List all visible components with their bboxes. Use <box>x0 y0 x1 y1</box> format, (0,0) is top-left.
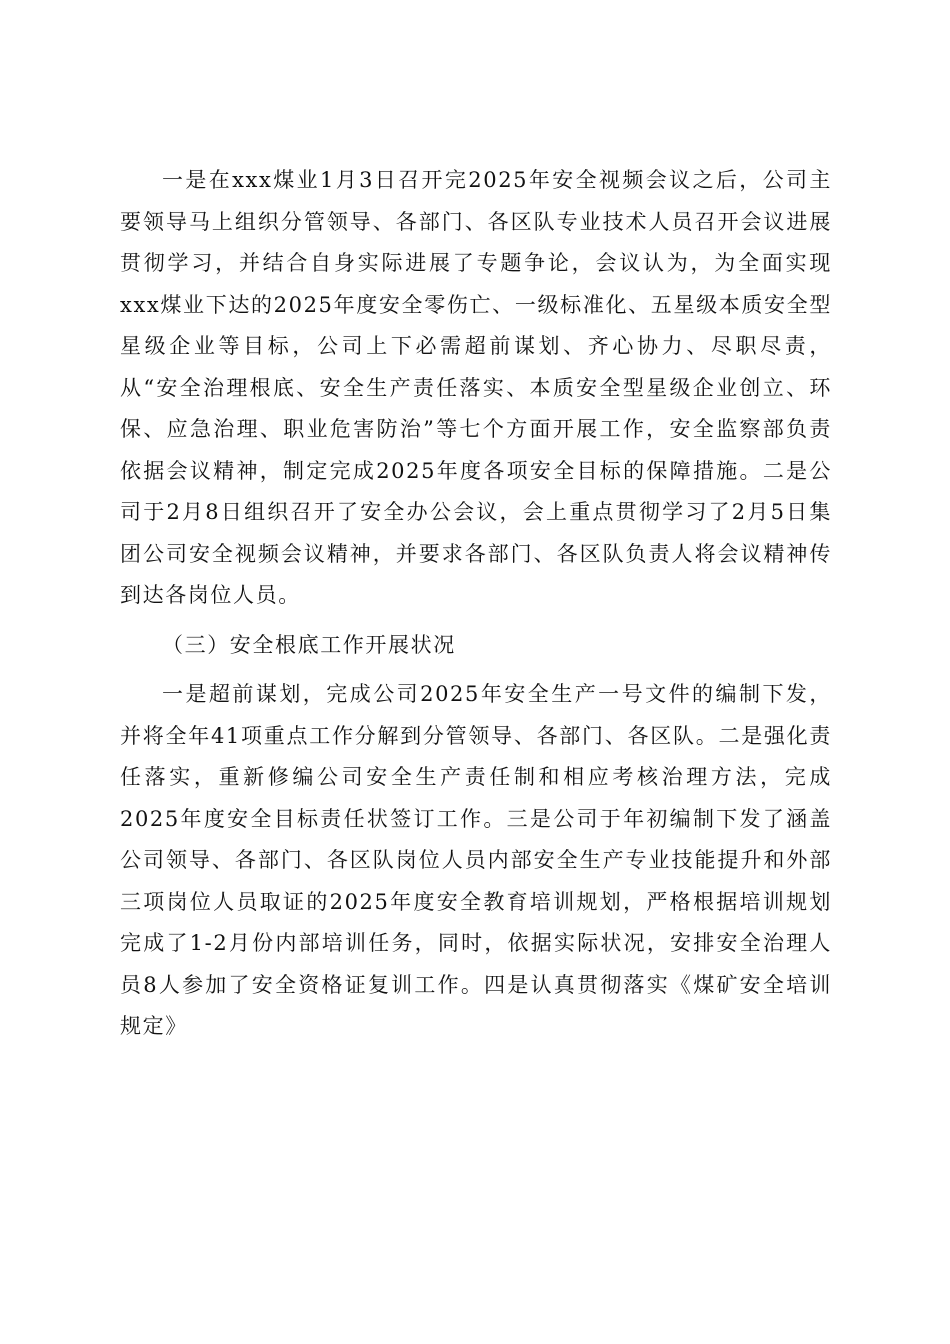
section-heading-safety-foundation: （三）安全根底工作开展状况 <box>162 632 456 657</box>
paragraph-safety-foundation-work: 一是超前谋划，完成公司2025年安全生产一号文件的编制下发，并将全年41项重点工作分解到分管领导、各部门、各区队。二是强化责任落实，重新修编公司安全生产责任制和相应考核治理方法，完成2025年度安全目标责任状签订工作。三是公司于年初编制下发了涵盖公司领导、各部门、各区队岗位人员内部安全生产专业技能提升和外部三项岗位人员取证的2025年度安全教育培训规划，严格根据培训规划完成了1-2月份内部培训任务，同时，依据实际状况，安排安全治理人员8人参加了安全资格证复训工作。四是认真贯彻落实《煤矿安全培训规定》 <box>120 682 832 1038</box>
document-body <box>120 160 832 1056</box>
paragraph-meeting-study: 一是在xxx煤业1月3日召开完2025年安全视频会议之后，公司主要领导马上组织分管领导、各部门、各区队专业技术人员召开会议进展贯彻学习，并结合自身实际进展了专题争论，会议认为，为全面实现xxx煤业下达的2025年度安全零伤亡、一级标准化、五星级本质安全型星级企业等目标，公司上下必需超前谋划、齐心协力、尽职尽责，从“安全治理根底、安全生产责任落实、本质安全型星级企业创立、环保、应急治理、职业危害防治”等七个方面开展工作，安全监察部负责依据会议精神，制定完成2025年度各项安全目标的保障措施。二是公司于2月8日组织召开了安全办公会议，会上重点贯彻学习了2月5日集团公司安全视频会议精神，并要求各部门、各区队负责人将会议精神传到达各岗位人员。 <box>120 168 832 607</box>
